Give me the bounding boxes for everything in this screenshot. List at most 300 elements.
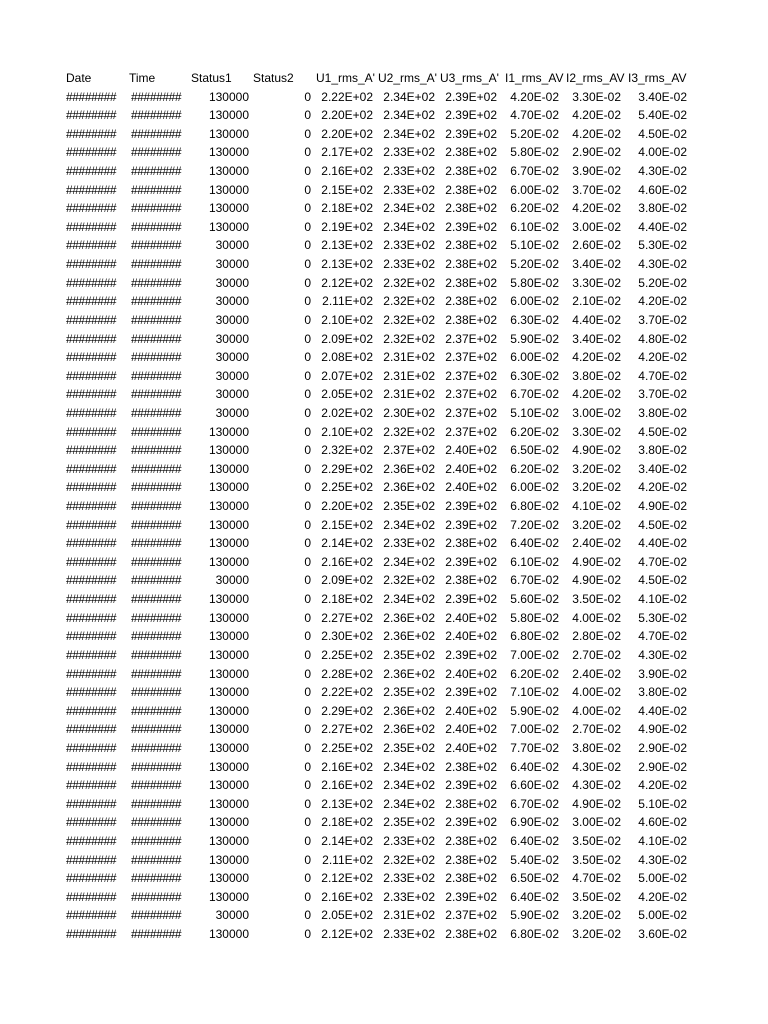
status1-cell[interactable]: 130000 — [208, 685, 249, 700]
i3-rms-cell[interactable]: 4.30E-02 — [638, 852, 687, 867]
u3-rms-cell[interactable]: 2.38E+02 — [445, 312, 497, 327]
i1-rms-cell[interactable]: 6.40E-02 — [510, 833, 559, 848]
status1-cell[interactable]: 130000 — [208, 759, 249, 774]
status2-cell[interactable]: 0 — [304, 331, 311, 346]
i3-rms-cell[interactable]: 2.90E-02 — [638, 759, 687, 774]
status1-cell[interactable]: 130000 — [208, 871, 249, 886]
i3-rms-cell[interactable]: 4.10E-02 — [638, 833, 687, 848]
time-cell[interactable]: ######## — [131, 722, 182, 737]
u2-rms-cell[interactable]: 2.33E+02 — [383, 164, 435, 179]
date-cell[interactable]: ######## — [66, 740, 117, 755]
status2-cell[interactable]: 0 — [304, 201, 311, 216]
status1-cell[interactable]: 30000 — [215, 368, 249, 383]
status2-cell[interactable]: 0 — [304, 350, 311, 365]
time-cell[interactable]: ######## — [131, 815, 182, 830]
i2-rms-cell[interactable]: 3.40E-02 — [572, 331, 621, 346]
i1-rms-cell[interactable]: 6.40E-02 — [510, 889, 559, 904]
status2-cell[interactable]: 0 — [304, 740, 311, 755]
i3-rms-cell[interactable]: 4.40E-02 — [638, 703, 687, 718]
u1-rms-cell[interactable]: 2.13E+02 — [321, 257, 373, 272]
u2-rms-cell[interactable]: 2.36E+02 — [383, 610, 435, 625]
header-status2[interactable]: Status2 — [253, 71, 294, 85]
i3-rms-cell[interactable]: 5.20E-02 — [638, 275, 687, 290]
date-cell[interactable]: ######## — [66, 182, 117, 197]
time-cell[interactable]: ######## — [131, 443, 182, 458]
date-cell[interactable]: ######## — [66, 350, 117, 365]
i2-rms-cell[interactable]: 3.30E-02 — [572, 424, 621, 439]
i2-rms-cell[interactable]: 3.00E-02 — [572, 405, 621, 420]
u3-rms-cell[interactable]: 2.39E+02 — [445, 889, 497, 904]
i2-rms-cell[interactable]: 3.00E-02 — [572, 219, 621, 234]
i2-rms-cell[interactable]: 3.80E-02 — [572, 740, 621, 755]
status2-cell[interactable]: 0 — [304, 871, 311, 886]
header-i2-rms[interactable]: I2_rms_AV — [566, 71, 625, 85]
status2-cell[interactable]: 0 — [304, 647, 311, 662]
i3-rms-cell[interactable]: 3.70E-02 — [638, 312, 687, 327]
i2-rms-cell[interactable]: 2.40E-02 — [572, 536, 621, 551]
status1-cell[interactable]: 130000 — [208, 554, 249, 569]
status1-cell[interactable]: 130000 — [208, 126, 249, 141]
status1-cell[interactable]: 130000 — [208, 629, 249, 644]
u2-rms-cell[interactable]: 2.33E+02 — [383, 182, 435, 197]
u2-rms-cell[interactable]: 2.30E+02 — [383, 405, 435, 420]
u3-rms-cell[interactable]: 2.40E+02 — [445, 443, 497, 458]
u2-rms-cell[interactable]: 2.34E+02 — [383, 219, 435, 234]
i1-rms-cell[interactable]: 7.70E-02 — [510, 740, 559, 755]
date-cell[interactable]: ######## — [66, 331, 117, 346]
time-cell[interactable]: ######## — [131, 182, 182, 197]
u3-rms-cell[interactable]: 2.39E+02 — [445, 554, 497, 569]
u2-rms-cell[interactable]: 2.32E+02 — [383, 573, 435, 588]
u1-rms-cell[interactable]: 2.11E+02 — [322, 852, 373, 867]
i1-rms-cell[interactable]: 5.20E-02 — [510, 257, 559, 272]
i2-rms-cell[interactable]: 3.20E-02 — [572, 517, 621, 532]
time-cell[interactable]: ######## — [131, 312, 182, 327]
i1-rms-cell[interactable]: 6.80E-02 — [510, 927, 559, 942]
status2-cell[interactable]: 0 — [304, 592, 311, 607]
status2-cell[interactable]: 0 — [304, 461, 311, 476]
i1-rms-cell[interactable]: 6.40E-02 — [510, 759, 559, 774]
time-cell[interactable]: ######## — [131, 368, 182, 383]
date-cell[interactable]: ######## — [66, 908, 117, 923]
u3-rms-cell[interactable]: 2.40E+02 — [445, 740, 497, 755]
time-cell[interactable]: ######## — [131, 833, 182, 848]
i1-rms-cell[interactable]: 6.20E-02 — [510, 461, 559, 476]
time-cell[interactable]: ######## — [131, 294, 182, 309]
i1-rms-cell[interactable]: 6.20E-02 — [510, 424, 559, 439]
status1-cell[interactable]: 30000 — [215, 387, 249, 402]
i2-rms-cell[interactable]: 4.70E-02 — [572, 871, 621, 886]
u1-rms-cell[interactable]: 2.17E+02 — [321, 145, 373, 160]
i3-rms-cell[interactable]: 2.90E-02 — [638, 740, 687, 755]
date-cell[interactable]: ######## — [66, 796, 117, 811]
time-cell[interactable]: ######## — [131, 201, 182, 216]
i1-rms-cell[interactable]: 6.30E-02 — [510, 312, 559, 327]
time-cell[interactable]: ######## — [131, 350, 182, 365]
status2-cell[interactable]: 0 — [304, 852, 311, 867]
u1-rms-cell[interactable]: 2.15E+02 — [321, 182, 373, 197]
u1-rms-cell[interactable]: 2.19E+02 — [321, 219, 373, 234]
date-cell[interactable]: ######## — [66, 778, 117, 793]
i1-rms-cell[interactable]: 6.70E-02 — [510, 796, 559, 811]
u1-rms-cell[interactable]: 2.12E+02 — [321, 275, 373, 290]
i1-rms-cell[interactable]: 5.80E-02 — [510, 610, 559, 625]
date-cell[interactable]: ######## — [66, 219, 117, 234]
date-cell[interactable]: ######## — [66, 647, 117, 662]
i1-rms-cell[interactable]: 7.00E-02 — [510, 722, 559, 737]
time-cell[interactable]: ######## — [131, 387, 182, 402]
u2-rms-cell[interactable]: 2.32E+02 — [383, 294, 435, 309]
time-cell[interactable]: ######## — [131, 554, 182, 569]
i2-rms-cell[interactable]: 4.90E-02 — [572, 554, 621, 569]
i1-rms-cell[interactable]: 5.90E-02 — [510, 703, 559, 718]
u2-rms-cell[interactable]: 2.34E+02 — [383, 592, 435, 607]
status2-cell[interactable]: 0 — [304, 443, 311, 458]
i3-rms-cell[interactable]: 4.50E-02 — [638, 424, 687, 439]
u3-rms-cell[interactable]: 2.38E+02 — [445, 257, 497, 272]
header-status1[interactable]: Status1 — [191, 71, 232, 85]
u1-rms-cell[interactable]: 2.25E+02 — [321, 740, 373, 755]
date-cell[interactable]: ######## — [66, 889, 117, 904]
i1-rms-cell[interactable]: 5.40E-02 — [510, 852, 559, 867]
u1-rms-cell[interactable]: 2.02E+02 — [321, 405, 373, 420]
date-cell[interactable]: ######## — [66, 312, 117, 327]
i3-rms-cell[interactable]: 3.80E-02 — [638, 201, 687, 216]
u3-rms-cell[interactable]: 2.39E+02 — [445, 815, 497, 830]
status2-cell[interactable]: 0 — [304, 759, 311, 774]
i3-rms-cell[interactable]: 5.00E-02 — [638, 871, 687, 886]
u2-rms-cell[interactable]: 2.37E+02 — [383, 443, 435, 458]
u1-rms-cell[interactable]: 2.32E+02 — [321, 443, 373, 458]
status1-cell[interactable]: 130000 — [208, 796, 249, 811]
u3-rms-cell[interactable]: 2.39E+02 — [445, 517, 497, 532]
i2-rms-cell[interactable]: 4.90E-02 — [572, 796, 621, 811]
date-cell[interactable]: ######## — [66, 108, 117, 123]
time-cell[interactable]: ######## — [131, 759, 182, 774]
u1-rms-cell[interactable]: 2.05E+02 — [321, 387, 373, 402]
status1-cell[interactable]: 130000 — [208, 145, 249, 160]
status1-cell[interactable]: 30000 — [215, 573, 249, 588]
u1-rms-cell[interactable]: 2.20E+02 — [321, 126, 373, 141]
i3-rms-cell[interactable]: 4.30E-02 — [638, 164, 687, 179]
u1-rms-cell[interactable]: 2.30E+02 — [321, 629, 373, 644]
status2-cell[interactable]: 0 — [304, 238, 311, 253]
time-cell[interactable]: ######## — [131, 573, 182, 588]
u1-rms-cell[interactable]: 2.18E+02 — [321, 592, 373, 607]
u1-rms-cell[interactable]: 2.15E+02 — [321, 517, 373, 532]
u2-rms-cell[interactable]: 2.36E+02 — [383, 480, 435, 495]
u3-rms-cell[interactable]: 2.40E+02 — [445, 629, 497, 644]
status1-cell[interactable]: 130000 — [208, 480, 249, 495]
i3-rms-cell[interactable]: 4.60E-02 — [638, 815, 687, 830]
u3-rms-cell[interactable]: 2.40E+02 — [445, 610, 497, 625]
i3-rms-cell[interactable]: 4.50E-02 — [638, 126, 687, 141]
i1-rms-cell[interactable]: 5.10E-02 — [510, 405, 559, 420]
i3-rms-cell[interactable]: 4.10E-02 — [638, 592, 687, 607]
u2-rms-cell[interactable]: 2.35E+02 — [383, 685, 435, 700]
status1-cell[interactable]: 30000 — [215, 331, 249, 346]
u2-rms-cell[interactable]: 2.31E+02 — [383, 368, 435, 383]
time-cell[interactable]: ######## — [131, 164, 182, 179]
u1-rms-cell[interactable]: 2.13E+02 — [321, 238, 373, 253]
header-u1-rms[interactable]: U1_rms_A' — [316, 71, 375, 85]
i2-rms-cell[interactable]: 4.20E-02 — [572, 108, 621, 123]
u3-rms-cell[interactable]: 2.40E+02 — [445, 703, 497, 718]
time-cell[interactable]: ######## — [131, 889, 182, 904]
i3-rms-cell[interactable]: 4.50E-02 — [638, 517, 687, 532]
time-cell[interactable]: ######## — [131, 145, 182, 160]
u1-rms-cell[interactable]: 2.20E+02 — [321, 108, 373, 123]
time-cell[interactable]: ######## — [131, 424, 182, 439]
i3-rms-cell[interactable]: 4.30E-02 — [638, 647, 687, 662]
status2-cell[interactable]: 0 — [304, 387, 311, 402]
i1-rms-cell[interactable]: 5.90E-02 — [510, 331, 559, 346]
status1-cell[interactable]: 130000 — [208, 703, 249, 718]
i1-rms-cell[interactable]: 6.70E-02 — [510, 387, 559, 402]
u1-rms-cell[interactable]: 2.18E+02 — [321, 201, 373, 216]
i1-rms-cell[interactable]: 6.50E-02 — [510, 871, 559, 886]
status1-cell[interactable]: 30000 — [215, 275, 249, 290]
status2-cell[interactable]: 0 — [304, 908, 311, 923]
i2-rms-cell[interactable]: 4.20E-02 — [572, 126, 621, 141]
u2-rms-cell[interactable]: 2.33E+02 — [383, 871, 435, 886]
time-cell[interactable]: ######## — [131, 331, 182, 346]
u3-rms-cell[interactable]: 2.40E+02 — [445, 461, 497, 476]
u1-rms-cell[interactable]: 2.16E+02 — [321, 778, 373, 793]
time-cell[interactable]: ######## — [131, 908, 182, 923]
u1-rms-cell[interactable]: 2.13E+02 — [321, 796, 373, 811]
status1-cell[interactable]: 130000 — [208, 182, 249, 197]
u1-rms-cell[interactable]: 2.22E+02 — [321, 685, 373, 700]
status1-cell[interactable]: 130000 — [208, 889, 249, 904]
i2-rms-cell[interactable]: 3.40E-02 — [572, 257, 621, 272]
u3-rms-cell[interactable]: 2.38E+02 — [445, 833, 497, 848]
time-cell[interactable]: ######## — [131, 461, 182, 476]
i2-rms-cell[interactable]: 3.20E-02 — [572, 461, 621, 476]
status2-cell[interactable]: 0 — [304, 685, 311, 700]
u2-rms-cell[interactable]: 2.32E+02 — [383, 312, 435, 327]
status2-cell[interactable]: 0 — [304, 927, 311, 942]
date-cell[interactable]: ######## — [66, 480, 117, 495]
i1-rms-cell[interactable]: 6.70E-02 — [510, 573, 559, 588]
date-cell[interactable]: ######## — [66, 536, 117, 551]
i1-rms-cell[interactable]: 6.20E-02 — [510, 201, 559, 216]
i1-rms-cell[interactable]: 5.80E-02 — [510, 145, 559, 160]
u2-rms-cell[interactable]: 2.33E+02 — [383, 536, 435, 551]
status2-cell[interactable]: 0 — [304, 275, 311, 290]
date-cell[interactable]: ######## — [66, 405, 117, 420]
u1-rms-cell[interactable]: 2.10E+02 — [321, 424, 373, 439]
status2-cell[interactable]: 0 — [304, 145, 311, 160]
time-cell[interactable]: ######## — [131, 219, 182, 234]
time-cell[interactable]: ######## — [131, 592, 182, 607]
status1-cell[interactable]: 30000 — [215, 405, 249, 420]
u2-rms-cell[interactable]: 2.32E+02 — [383, 331, 435, 346]
i1-rms-cell[interactable]: 7.20E-02 — [510, 517, 559, 532]
date-cell[interactable]: ######## — [66, 833, 117, 848]
u2-rms-cell[interactable]: 2.33E+02 — [383, 889, 435, 904]
i1-rms-cell[interactable]: 5.90E-02 — [510, 908, 559, 923]
status1-cell[interactable]: 30000 — [215, 238, 249, 253]
u2-rms-cell[interactable]: 2.34E+02 — [383, 108, 435, 123]
i2-rms-cell[interactable]: 3.50E-02 — [572, 833, 621, 848]
status1-cell[interactable]: 130000 — [208, 461, 249, 476]
i3-rms-cell[interactable]: 3.70E-02 — [638, 387, 687, 402]
date-cell[interactable]: ######## — [66, 164, 117, 179]
u3-rms-cell[interactable]: 2.39E+02 — [445, 778, 497, 793]
i1-rms-cell[interactable]: 5.10E-02 — [510, 238, 559, 253]
u1-rms-cell[interactable]: 2.16E+02 — [321, 164, 373, 179]
u3-rms-cell[interactable]: 2.37E+02 — [445, 350, 497, 365]
i2-rms-cell[interactable]: 3.50E-02 — [572, 889, 621, 904]
i3-rms-cell[interactable]: 4.70E-02 — [638, 629, 687, 644]
i2-rms-cell[interactable]: 3.80E-02 — [572, 368, 621, 383]
i2-rms-cell[interactable]: 3.30E-02 — [572, 89, 621, 104]
u2-rms-cell[interactable]: 2.33E+02 — [383, 833, 435, 848]
date-cell[interactable]: ######## — [66, 257, 117, 272]
i3-rms-cell[interactable]: 4.20E-02 — [638, 778, 687, 793]
u3-rms-cell[interactable]: 2.39E+02 — [445, 685, 497, 700]
u3-rms-cell[interactable]: 2.38E+02 — [445, 294, 497, 309]
u2-rms-cell[interactable]: 2.33E+02 — [383, 238, 435, 253]
u1-rms-cell[interactable]: 2.20E+02 — [321, 499, 373, 514]
time-cell[interactable]: ######## — [131, 238, 182, 253]
u3-rms-cell[interactable]: 2.37E+02 — [445, 368, 497, 383]
i3-rms-cell[interactable]: 3.40E-02 — [638, 461, 687, 476]
i2-rms-cell[interactable]: 4.20E-02 — [572, 350, 621, 365]
i3-rms-cell[interactable]: 4.90E-02 — [638, 499, 687, 514]
i2-rms-cell[interactable]: 4.00E-02 — [572, 685, 621, 700]
status1-cell[interactable]: 30000 — [215, 257, 249, 272]
u2-rms-cell[interactable]: 2.31E+02 — [383, 387, 435, 402]
i2-rms-cell[interactable]: 2.60E-02 — [572, 238, 621, 253]
status2-cell[interactable]: 0 — [304, 294, 311, 309]
status2-cell[interactable]: 0 — [304, 610, 311, 625]
u1-rms-cell[interactable]: 2.12E+02 — [321, 927, 373, 942]
date-cell[interactable]: ######## — [66, 517, 117, 532]
status2-cell[interactable]: 0 — [304, 833, 311, 848]
date-cell[interactable]: ######## — [66, 722, 117, 737]
date-cell[interactable]: ######## — [66, 815, 117, 830]
i2-rms-cell[interactable]: 4.20E-02 — [572, 387, 621, 402]
i1-rms-cell[interactable]: 6.00E-02 — [510, 182, 559, 197]
status1-cell[interactable]: 130000 — [208, 722, 249, 737]
date-cell[interactable]: ######## — [66, 666, 117, 681]
date-cell[interactable]: ######## — [66, 927, 117, 942]
u3-rms-cell[interactable]: 2.37E+02 — [445, 387, 497, 402]
i3-rms-cell[interactable]: 4.60E-02 — [638, 182, 687, 197]
u3-rms-cell[interactable]: 2.38E+02 — [445, 796, 497, 811]
i2-rms-cell[interactable]: 4.00E-02 — [572, 703, 621, 718]
i3-rms-cell[interactable]: 5.30E-02 — [638, 610, 687, 625]
u3-rms-cell[interactable]: 2.37E+02 — [445, 908, 497, 923]
i2-rms-cell[interactable]: 4.20E-02 — [572, 201, 621, 216]
i3-rms-cell[interactable]: 5.30E-02 — [638, 238, 687, 253]
u1-rms-cell[interactable]: 2.09E+02 — [321, 331, 373, 346]
date-cell[interactable]: ######## — [66, 387, 117, 402]
u1-rms-cell[interactable]: 2.16E+02 — [321, 889, 373, 904]
status1-cell[interactable]: 130000 — [208, 833, 249, 848]
i2-rms-cell[interactable]: 3.50E-02 — [572, 852, 621, 867]
status2-cell[interactable]: 0 — [304, 312, 311, 327]
u3-rms-cell[interactable]: 2.39E+02 — [445, 219, 497, 234]
time-cell[interactable]: ######## — [131, 703, 182, 718]
date-cell[interactable]: ######## — [66, 759, 117, 774]
u1-rms-cell[interactable]: 2.29E+02 — [321, 703, 373, 718]
u2-rms-cell[interactable]: 2.32E+02 — [383, 275, 435, 290]
status2-cell[interactable]: 0 — [304, 666, 311, 681]
u3-rms-cell[interactable]: 2.38E+02 — [445, 759, 497, 774]
i1-rms-cell[interactable]: 4.70E-02 — [510, 108, 559, 123]
u1-rms-cell[interactable]: 2.10E+02 — [321, 312, 373, 327]
status2-cell[interactable]: 0 — [304, 164, 311, 179]
status2-cell[interactable]: 0 — [304, 629, 311, 644]
u3-rms-cell[interactable]: 2.38E+02 — [445, 201, 497, 216]
i1-rms-cell[interactable]: 4.20E-02 — [510, 89, 559, 104]
u1-rms-cell[interactable]: 2.12E+02 — [321, 871, 373, 886]
i2-rms-cell[interactable]: 3.50E-02 — [572, 592, 621, 607]
time-cell[interactable]: ######## — [131, 536, 182, 551]
status2-cell[interactable]: 0 — [304, 517, 311, 532]
u3-rms-cell[interactable]: 2.38E+02 — [445, 536, 497, 551]
i3-rms-cell[interactable]: 4.70E-02 — [638, 554, 687, 569]
i3-rms-cell[interactable]: 3.40E-02 — [638, 89, 687, 104]
header-i3-rms[interactable]: I3_rms_AV — [628, 71, 687, 85]
status1-cell[interactable]: 130000 — [208, 424, 249, 439]
u2-rms-cell[interactable]: 2.34E+02 — [383, 126, 435, 141]
i2-rms-cell[interactable]: 4.40E-02 — [572, 312, 621, 327]
header-date[interactable]: Date — [66, 71, 92, 85]
status1-cell[interactable]: 30000 — [215, 294, 249, 309]
u2-rms-cell[interactable]: 2.34E+02 — [383, 796, 435, 811]
u1-rms-cell[interactable]: 2.27E+02 — [321, 722, 373, 737]
u2-rms-cell[interactable]: 2.36E+02 — [383, 461, 435, 476]
u2-rms-cell[interactable]: 2.34E+02 — [383, 759, 435, 774]
date-cell[interactable]: ######## — [66, 294, 117, 309]
time-cell[interactable]: ######## — [131, 275, 182, 290]
i2-rms-cell[interactable]: 3.30E-02 — [572, 275, 621, 290]
status1-cell[interactable]: 130000 — [208, 852, 249, 867]
u2-rms-cell[interactable]: 2.33E+02 — [383, 145, 435, 160]
u3-rms-cell[interactable]: 2.39E+02 — [445, 592, 497, 607]
u3-rms-cell[interactable]: 2.38E+02 — [445, 927, 497, 942]
u2-rms-cell[interactable]: 2.31E+02 — [383, 908, 435, 923]
status2-cell[interactable]: 0 — [304, 182, 311, 197]
time-cell[interactable]: ######## — [131, 629, 182, 644]
date-cell[interactable]: ######## — [66, 126, 117, 141]
u2-rms-cell[interactable]: 2.36E+02 — [383, 666, 435, 681]
i1-rms-cell[interactable]: 6.00E-02 — [510, 480, 559, 495]
i3-rms-cell[interactable]: 3.80E-02 — [638, 685, 687, 700]
i1-rms-cell[interactable]: 5.60E-02 — [510, 592, 559, 607]
time-cell[interactable]: ######## — [131, 778, 182, 793]
i1-rms-cell[interactable]: 7.10E-02 — [510, 685, 559, 700]
i1-rms-cell[interactable]: 6.00E-02 — [510, 350, 559, 365]
i2-rms-cell[interactable]: 4.10E-02 — [572, 499, 621, 514]
i3-rms-cell[interactable]: 4.20E-02 — [638, 350, 687, 365]
date-cell[interactable]: ######## — [66, 443, 117, 458]
time-cell[interactable]: ######## — [131, 89, 182, 104]
u3-rms-cell[interactable]: 2.38E+02 — [445, 275, 497, 290]
time-cell[interactable]: ######## — [131, 852, 182, 867]
status2-cell[interactable]: 0 — [304, 796, 311, 811]
date-cell[interactable]: ######## — [66, 703, 117, 718]
status2-cell[interactable]: 0 — [304, 89, 311, 104]
status2-cell[interactable]: 0 — [304, 480, 311, 495]
date-cell[interactable]: ######## — [66, 238, 117, 253]
u3-rms-cell[interactable]: 2.38E+02 — [445, 852, 497, 867]
status1-cell[interactable]: 130000 — [208, 499, 249, 514]
